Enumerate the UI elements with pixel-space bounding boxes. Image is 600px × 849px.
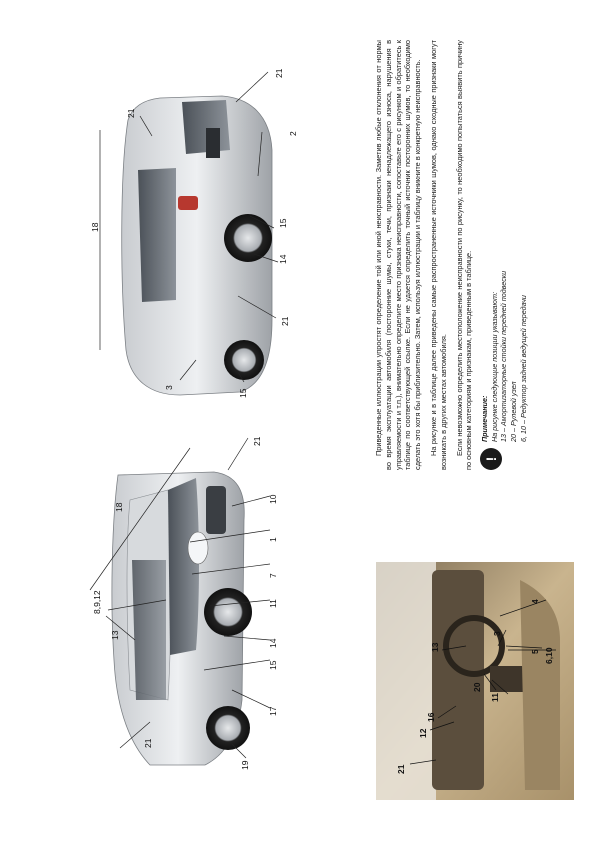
front-callout-14: 14 xyxy=(268,638,278,648)
front-callout-10: 10 xyxy=(268,494,278,504)
interior-callout-6-10: 6,10 xyxy=(544,647,554,664)
front-callout-21-front: 21 xyxy=(252,436,262,446)
interior-illustration xyxy=(376,562,574,800)
paragraph-2: На рисунке и в таблице далее приведены самые распространенные источники шумов, однако сходные признаки могут возникать в других местах автомобиля. xyxy=(428,40,448,470)
interior-windshield xyxy=(376,562,436,800)
interior-callout-5: 5 xyxy=(530,649,540,654)
front-callout-21-rear: 21 xyxy=(143,738,153,748)
rear-license-plate xyxy=(206,128,220,158)
interior-callout-21: 21 xyxy=(396,764,406,774)
front-callout-7: 7 xyxy=(268,573,278,578)
front-windshield xyxy=(168,478,199,655)
interior-callout-12: 12 xyxy=(418,728,428,738)
rear-callout-21-top: 21 xyxy=(274,68,284,78)
front-callout-15: 15 xyxy=(268,660,278,670)
body-text-rotated xyxy=(374,40,574,470)
rear-callout-15-rear: 15 xyxy=(278,218,288,228)
interior-callout-3: 3 xyxy=(492,631,502,636)
front-callout-8-9-12: 8,9,12 xyxy=(92,590,102,614)
front-wheel-rear xyxy=(206,706,250,750)
rear-callout-14: 14 xyxy=(278,254,288,264)
front-callout-19: 19 xyxy=(240,760,250,770)
rear-callout-2: 2 xyxy=(288,131,298,136)
rear-callout-21-mid: 21 xyxy=(280,316,290,326)
note-title: Примечание: xyxy=(480,395,490,442)
interior-dashboard xyxy=(432,570,484,790)
front-callout-17: 17 xyxy=(268,706,278,716)
note-intro: На рисунке следующие позиции указывают: xyxy=(489,292,499,442)
front-callout-13: 13 xyxy=(110,630,120,640)
note-line-2: 20 – Рулевой узел xyxy=(508,381,518,442)
rear-taillight xyxy=(178,196,198,210)
rear-callout-3: 3 xyxy=(164,385,174,390)
interior-callout-4: 4 xyxy=(530,599,540,604)
interior-callout-16: 16 xyxy=(426,712,436,722)
front-callout-18: 18 xyxy=(114,502,124,512)
note-block xyxy=(480,40,528,470)
exclamation-icon: ! xyxy=(480,448,502,470)
front-wheel-front xyxy=(204,588,252,636)
front-callout-11: 11 xyxy=(268,599,278,608)
body-text-area xyxy=(374,40,574,470)
rear-callout-18: 18 xyxy=(90,222,100,232)
interior-callout-11: 11 xyxy=(490,693,500,702)
rear-callout-21-left: 21 xyxy=(126,108,136,118)
rear-side-windows xyxy=(138,168,176,302)
rear-car-illustration xyxy=(122,96,272,395)
front-car-illustration xyxy=(112,472,252,765)
paragraph-3: Если невозможно определить местоположение неисправности по рисунку, то необходимо попытаться выявить причину по основным категориям и признакам, приведенным в таблице. xyxy=(454,40,474,470)
interior-callout-20: 20 xyxy=(472,682,482,692)
front-headlight xyxy=(188,532,208,564)
note-line-3: 6, 10 – Редуктор задней ведущей передачи xyxy=(518,295,528,442)
front-grille xyxy=(206,486,226,534)
note-body xyxy=(480,271,528,442)
front-side-windows xyxy=(132,560,166,700)
rear-wheel-front xyxy=(224,340,264,380)
paragraph-1: Приведенные иллюстрации упростят определение той или иной неисправности. Заметив любые отклонения от нормы во время эксплуатации автомобиля (посторонние шумы, стуки, течи, признаки ненадлежащего износа, нарушения в управляемости и т.п.), внимательно определите место признака неисправности, сопоставьте его с рисунком и обратитесь к таблице по соответствующей ссылке. Если не удается определить точный источник посторонних шумов, то необходимо сделать это хотя бы приблизительно. Затем, используя иллюстрации и таблицу вникните в конкретную неисправность. xyxy=(374,40,423,470)
front-callout-1: 1 xyxy=(268,537,278,542)
rear-wheel-rear xyxy=(224,214,272,262)
note-line-1: 13 – Амортизаторные стойки передней подвески xyxy=(499,270,509,442)
interior-callout-13: 13 xyxy=(430,642,440,652)
rear-callout-15-front: 15 xyxy=(238,388,248,398)
